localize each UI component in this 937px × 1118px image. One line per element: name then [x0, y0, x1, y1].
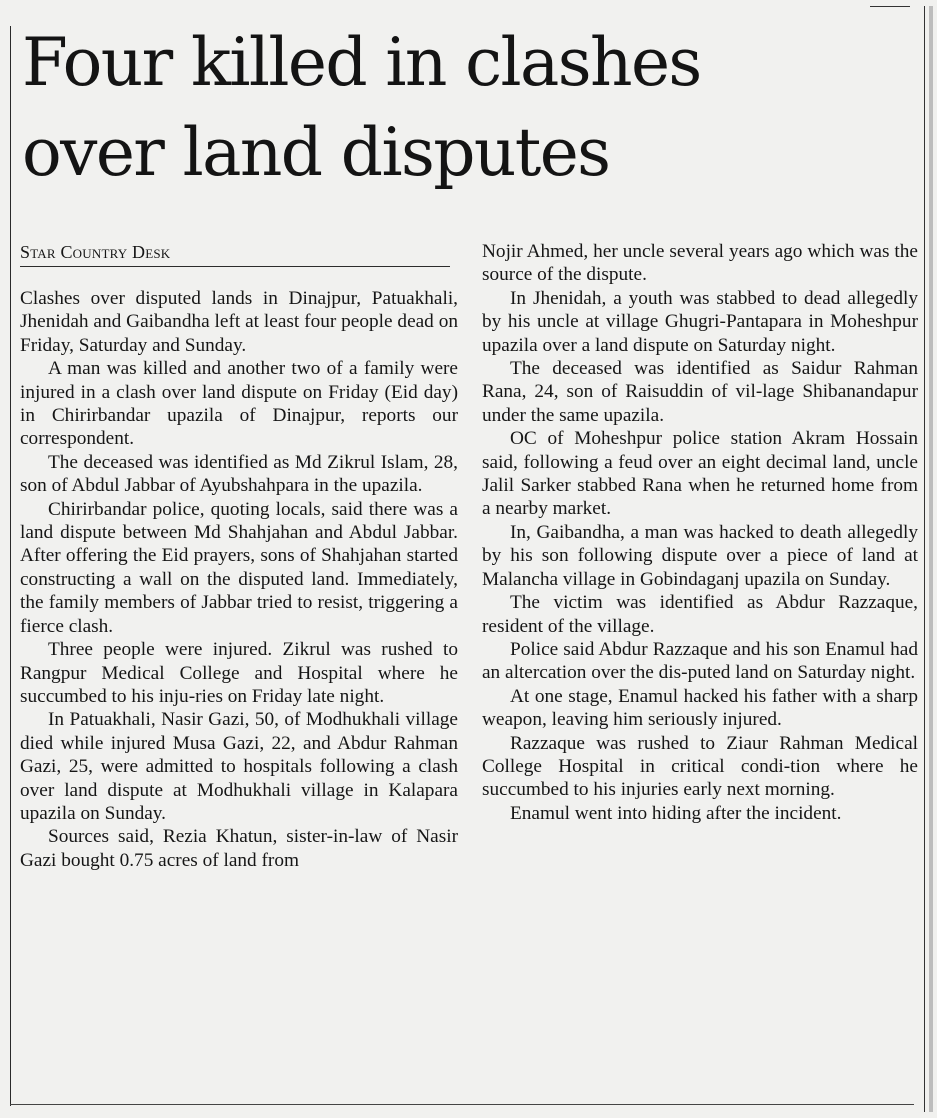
bottom-rule: [10, 1104, 914, 1105]
paragraph: In, Gaibandha, a man was hacked to death allegedly by his son following dispute over a piece of land at Malancha village in Gobindaganj upazila on Sunday.: [482, 521, 918, 590]
right-page-edge: [929, 6, 933, 1112]
top-right-rule: [870, 6, 910, 7]
paragraph: Sources said, Rezia Khatun, sister-in-law of Nasir Gazi bought 0.75 acres of land from: [20, 826, 458, 871]
right-page-rule: [924, 6, 925, 1112]
paragraph: Nojir Ahmed, her uncle several years ago which was the source of the dispute.: [482, 241, 918, 286]
paragraph: Enamul went into hiding after the incident.: [510, 802, 842, 824]
paragraph: The deceased was identified as Saidur Rahman Rana, 24, son of Raisuddin of vil-lage Shibanandapur under the same upazila.: [482, 358, 918, 426]
paragraph: Three people were injured. Zikrul was rushed to Rangpur Medical College and Hospital where he succumbed to his inju-ries on Friday late night.: [20, 639, 458, 707]
paragraph: In Patuakhali, Nasir Gazi, 50, of Modhukhali village died while injured Musa Gazi, 22, and Abdur Rahman Gazi, 25, were admitted to hospitals following a clash over land dispute at Modhukhali village in Kalapara upazila on Sunday.: [20, 709, 458, 824]
paragraph: Police said Abdur Razzaque and his son Enamul had an altercation over the dis-puted land on Saturday night.: [482, 638, 918, 684]
paragraph: Chirirbandar police, quoting locals, said there was a land dispute between Md Shahjahan and Abdul Jabbar. After offering the Eid prayers, sons of Shahjahan started constructing a wall on the disputed land. Immediately, the family members of Jabbar tried to resist, triggering a fierce clash.: [20, 498, 458, 637]
paragraph: The victim was identified as Abdur Razzaque, resident of the village.: [482, 592, 918, 637]
paragraph: At one stage, Enamul hacked his father with a sharp weapon, leaving him seriously injured.: [482, 685, 918, 731]
paragraph: The deceased was identified as Md Zikrul Islam, 28, son of Abdul Jabbar of Ayubshahpara in the upazila.: [20, 451, 458, 497]
paragraph: Clashes over disputed lands in Dinajpur, Patuakhali, Jhenidah and Gaibandha left at least four people dead on Friday, Saturday and Sunday.: [20, 288, 458, 356]
headline-line-2: over land disputes: [22, 114, 610, 191]
headline-line-1: Four killed in clashes: [22, 24, 701, 101]
paragraph: Razzaque was rushed to Ziaur Rahman Medical College Hospital in critical condi-tion where he succumbed to his injuries early next morning.: [482, 732, 918, 801]
article-headline: [22, 18, 912, 198]
article-column-right: [482, 240, 918, 825]
paragraph: In Jhenidah, a youth was stabbed to dead allegedly by his uncle at village Ghugri-Pantapara in Moheshpur upazila over a land dispute on Saturday night.: [482, 287, 918, 356]
paragraph: A man was killed and another two of a family were injured in a clash over land dispute on Friday (Eid day) in Chirirbandar upazila of Dinajpur, reports our correspondent.: [20, 358, 458, 450]
article-column-left: [20, 287, 458, 872]
paragraph: OC of Moheshpur police station Akram Hossain said, following a feud over an eight decimal land, uncle Jalil Sarker stabbed Rana when he returned home from a nearby market.: [482, 428, 918, 520]
left-column-rule: [10, 26, 11, 1106]
byline: Star Country Desk: [20, 241, 450, 267]
